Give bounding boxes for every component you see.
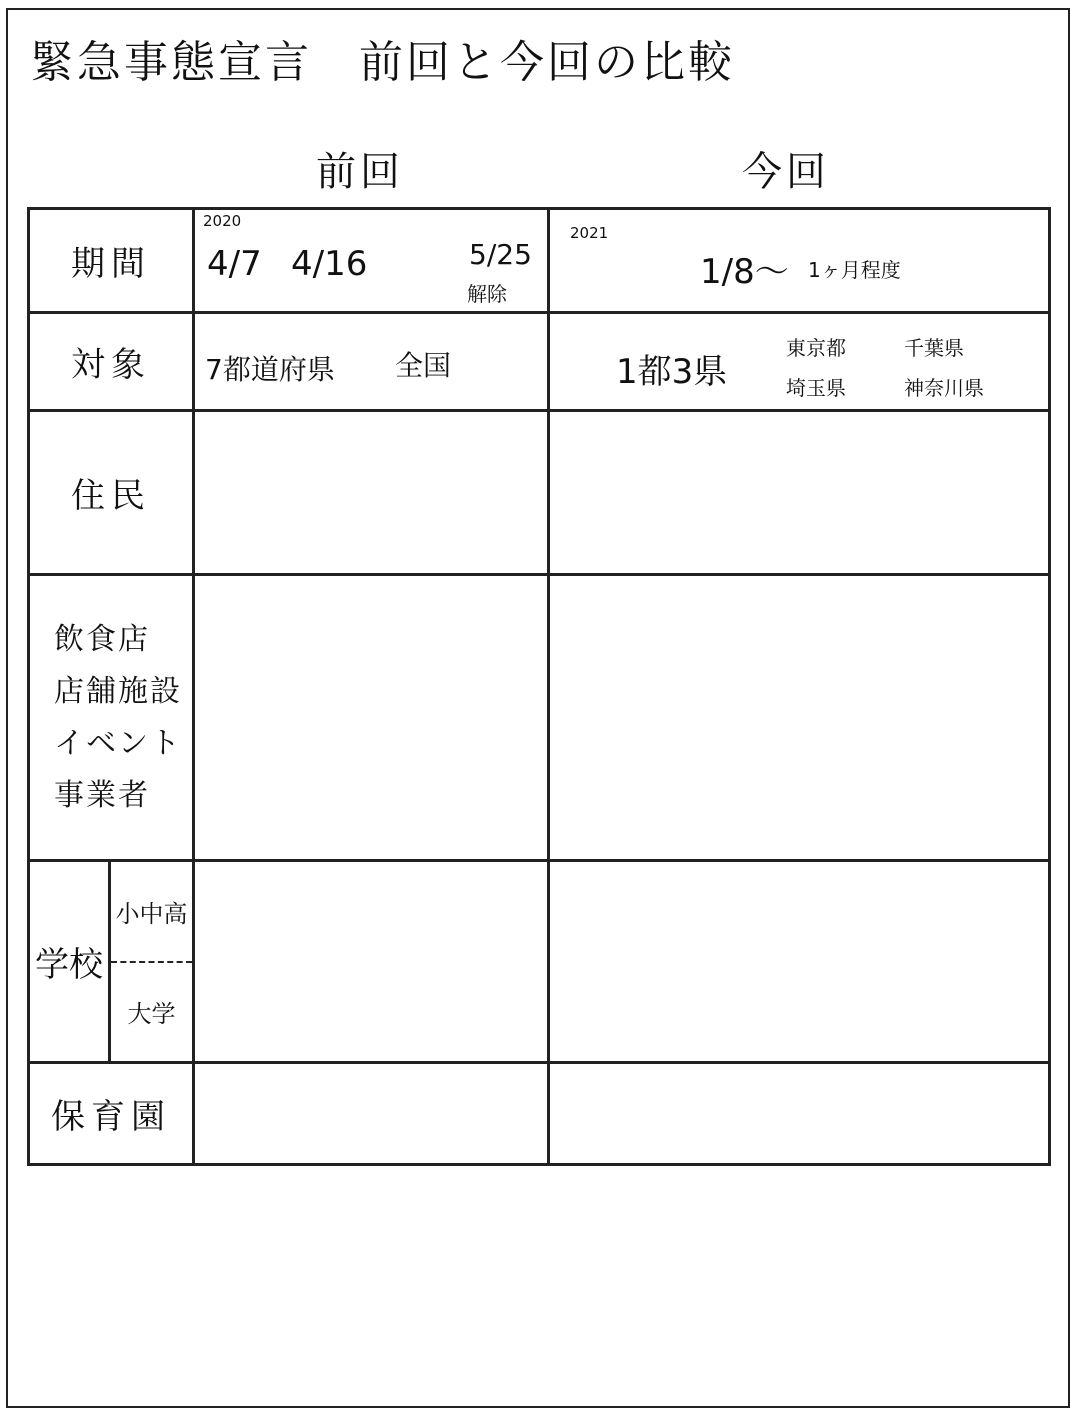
- table-row-residents: [29, 411, 1050, 575]
- period-previous-mid: 4/16: [291, 244, 368, 284]
- period-current-year: 2021: [570, 224, 609, 242]
- target-current-pref1: 東京都: [786, 336, 846, 360]
- table-row-school: [29, 861, 1050, 1063]
- target-previous-second: 全国: [395, 349, 452, 382]
- business-label-line: 事業者: [54, 777, 150, 813]
- period-previous-year: 2020: [203, 212, 242, 230]
- table-row-nursery: [29, 1063, 1050, 1165]
- cell-target-current: [549, 313, 1050, 411]
- school-sub-upper: 小中高: [111, 862, 192, 963]
- row-label-school: 学校: [30, 862, 111, 1061]
- column-header-current: 今回: [742, 149, 830, 195]
- cell-business-current: [549, 575, 1050, 861]
- cell-residents-current: [549, 411, 1050, 575]
- cell-nursery-previous: [194, 1063, 549, 1165]
- business-label-line: 店舗施設: [54, 673, 182, 709]
- row-label-nursery: 保育園: [29, 1063, 194, 1165]
- business-label-line: イベント: [54, 725, 182, 761]
- school-sub-lower: 大学: [127, 1000, 176, 1029]
- period-current-duration: 1ヶ月程度: [808, 258, 901, 282]
- period-current-start: 1/8〜: [700, 252, 789, 292]
- target-current-pref2: 千葉県: [904, 336, 964, 360]
- table-row-period: [29, 209, 1050, 313]
- cell-period-previous: [194, 209, 549, 313]
- cell-business-previous: [194, 575, 549, 861]
- row-label-business: [29, 575, 194, 861]
- row-label-residents: 住民: [29, 411, 194, 575]
- row-label-school-cell: [29, 861, 194, 1063]
- period-previous-end: 5/25: [469, 238, 532, 271]
- page-title: 緊急事態宣言 前回と今回の比較: [30, 37, 735, 88]
- column-header-previous: 前回: [316, 149, 404, 195]
- cell-school-current: [549, 861, 1050, 1063]
- table-row-target: [29, 313, 1050, 411]
- cell-period-current: [549, 209, 1050, 313]
- business-label-line: 飲食店: [54, 621, 150, 657]
- table-row-business: [29, 575, 1050, 861]
- cell-residents-previous: [194, 411, 549, 575]
- row-label-target: 対象: [29, 313, 194, 411]
- comparison-table: [27, 207, 1051, 1166]
- target-previous-first: 7都道府県: [205, 353, 335, 386]
- period-previous-end-note: 解除: [467, 282, 507, 306]
- cell-school-previous: [194, 861, 549, 1063]
- target-current-pref4: 神奈川県: [904, 376, 984, 400]
- cell-nursery-current: [549, 1063, 1050, 1165]
- target-current-summary: 1都3県: [616, 352, 728, 392]
- period-previous-start: 4/7: [207, 244, 262, 284]
- row-label-period: 期間: [29, 209, 194, 313]
- target-current-pref3: 埼玉県: [786, 376, 846, 400]
- cell-target-previous: [194, 313, 549, 411]
